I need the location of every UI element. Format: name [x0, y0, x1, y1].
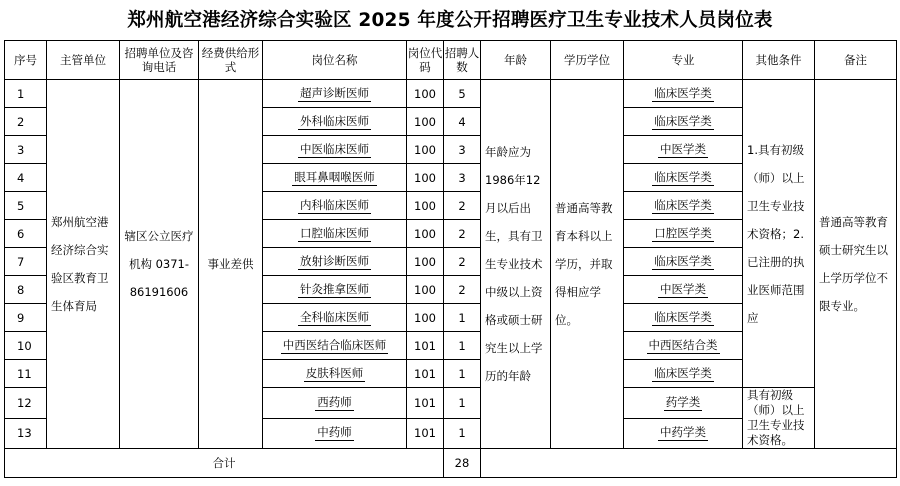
post-name: [263, 136, 407, 164]
major-text: 临床医学类: [654, 169, 712, 184]
row-no: 9: [5, 304, 47, 332]
row-no: 3: [5, 136, 47, 164]
post-code: 101: [407, 418, 444, 449]
row-no: 8: [5, 276, 47, 304]
row-no: 12: [5, 388, 47, 419]
header-funding: 经费供给形式: [199, 41, 263, 80]
post-code: 100: [407, 108, 444, 136]
post-code: 100: [407, 276, 444, 304]
other-conditions-cell: 1.具有初级（师）以上卫生专业技术资格；2.已注册的执业医师范围应: [743, 80, 815, 388]
major: [624, 276, 743, 304]
post-code: 100: [407, 192, 444, 220]
footer-row: [5, 449, 897, 478]
age-cell: 年龄应为1986年12月以后出生，具有卫生专业技术中级以上资格或硕士研究生以上学历的年龄: [481, 80, 551, 449]
total-count: 28: [444, 449, 481, 478]
major-text: 中医学类: [660, 141, 706, 156]
post-count: 2: [444, 248, 481, 276]
row-no: 6: [5, 220, 47, 248]
remark-cell: 普通高等教育硕士研究生以上学历学位不限专业。: [815, 80, 897, 449]
major-text: 临床医学类: [654, 113, 712, 128]
major: [624, 136, 743, 164]
row-no: 2: [5, 108, 47, 136]
major-text: 中药学类: [660, 425, 706, 440]
row-no: 4: [5, 164, 47, 192]
post-name: [263, 418, 407, 449]
table-body: [5, 80, 897, 449]
post-name: [263, 388, 407, 419]
post-name-text: 外科临床医师: [300, 113, 369, 128]
post-name-text: 眼耳鼻咽喉医师: [294, 169, 375, 184]
managing-unit-cell: 郑州航空港经济综合实验区教育卫生体育局: [47, 80, 120, 449]
post-name-text: 全科临床医师: [300, 309, 369, 324]
header-remark: 备注: [815, 41, 897, 80]
post-count: 5: [444, 80, 481, 108]
post-count: 1: [444, 388, 481, 419]
header-unit: 主管单位: [47, 41, 120, 80]
major-text: 药学类: [665, 394, 701, 409]
post-name: [263, 220, 407, 248]
post-code: 100: [407, 164, 444, 192]
row-no: 13: [5, 418, 47, 449]
header-education: 学历学位: [551, 41, 624, 80]
major: [624, 360, 743, 388]
table-row: [5, 80, 897, 108]
row-no: 5: [5, 192, 47, 220]
header-post: 岗位名称: [263, 41, 407, 80]
post-code: 100: [407, 304, 444, 332]
post-name-text: 皮肤科医师: [305, 365, 364, 380]
major-text: 临床医学类: [654, 253, 712, 268]
other-conditions-pharmacy-cell: 具有初级（师）以上卫生专业技术资格。: [743, 388, 815, 449]
major-text: 临床医学类: [654, 309, 712, 324]
post-name-text: 内科临床医师: [300, 197, 369, 212]
footer-empty: [481, 449, 897, 478]
major: [624, 388, 743, 419]
header-major: 专业: [624, 41, 743, 80]
page-title: 郑州航空港经济综合实验区 2025 年度公开招聘医疗卫生专业技术人员岗位表: [127, 10, 773, 31]
total-label: 合计: [5, 449, 444, 478]
post-code: 101: [407, 332, 444, 360]
positions-table: [4, 40, 897, 478]
post-count: 1: [444, 360, 481, 388]
post-count: 3: [444, 136, 481, 164]
major: [624, 332, 743, 360]
post-name: [263, 360, 407, 388]
header-count: 招聘人数: [444, 41, 481, 80]
row-no: 7: [5, 248, 47, 276]
post-name-text: 针灸推拿医师: [300, 281, 369, 296]
major: [624, 80, 743, 108]
header-code: 岗位代码: [407, 41, 444, 80]
header-recruiter: 招聘单位及咨询电话: [120, 41, 199, 80]
post-code: 100: [407, 248, 444, 276]
row-no: 1: [5, 80, 47, 108]
row-no: 10: [5, 332, 47, 360]
header-other: 其他条件: [743, 41, 815, 80]
post-name-text: 中医临床医师: [300, 141, 369, 156]
major: [624, 108, 743, 136]
header-row: [5, 41, 897, 80]
post-code: 101: [407, 360, 444, 388]
major: [624, 164, 743, 192]
education-cell: 普通高等教育本科以上学历，并取得相应学位。: [551, 80, 624, 449]
post-code: 100: [407, 80, 444, 108]
major: [624, 192, 743, 220]
major-text: 中医学类: [660, 281, 706, 296]
major-text: 临床医学类: [654, 365, 712, 380]
post-count: 1: [444, 304, 481, 332]
post-code: 100: [407, 220, 444, 248]
post-count: 1: [444, 418, 481, 449]
header-age: 年龄: [481, 41, 551, 80]
post-name-text: 口腔临床医师: [300, 225, 369, 240]
row-no: 11: [5, 360, 47, 388]
major-text: 临床医学类: [654, 85, 712, 100]
post-name: [263, 108, 407, 136]
post-name: [263, 332, 407, 360]
post-count: 1: [444, 332, 481, 360]
post-count: 2: [444, 276, 481, 304]
post-name: [263, 276, 407, 304]
post-name: [263, 304, 407, 332]
post-count: 2: [444, 192, 481, 220]
major-text: 临床医学类: [654, 197, 712, 212]
major: [624, 220, 743, 248]
major: [624, 248, 743, 276]
post-name-text: 放射诊断医师: [300, 253, 369, 268]
post-name-text: 中药师: [317, 425, 352, 440]
major: [624, 418, 743, 449]
post-name: [263, 192, 407, 220]
post-name: [263, 80, 407, 108]
post-name: [263, 248, 407, 276]
header-no: 序号: [5, 41, 47, 80]
post-name-text: 中西医结合临床医师: [282, 337, 387, 352]
post-name: [263, 164, 407, 192]
major-text: 中西医结合类: [648, 337, 718, 352]
post-count: 3: [444, 164, 481, 192]
post-code: 101: [407, 388, 444, 419]
major: [624, 304, 743, 332]
post-name-text: 西药师: [317, 394, 352, 409]
major-text: 口腔医学类: [654, 225, 712, 240]
post-count: 2: [444, 220, 481, 248]
recruiter-cell: 辖区公立医疗机构 0371-86191606: [120, 80, 199, 449]
post-code: 100: [407, 136, 444, 164]
post-count: 4: [444, 108, 481, 136]
post-name-text: 超声诊断医师: [300, 85, 369, 100]
funding-cell: 事业差供: [199, 80, 263, 449]
